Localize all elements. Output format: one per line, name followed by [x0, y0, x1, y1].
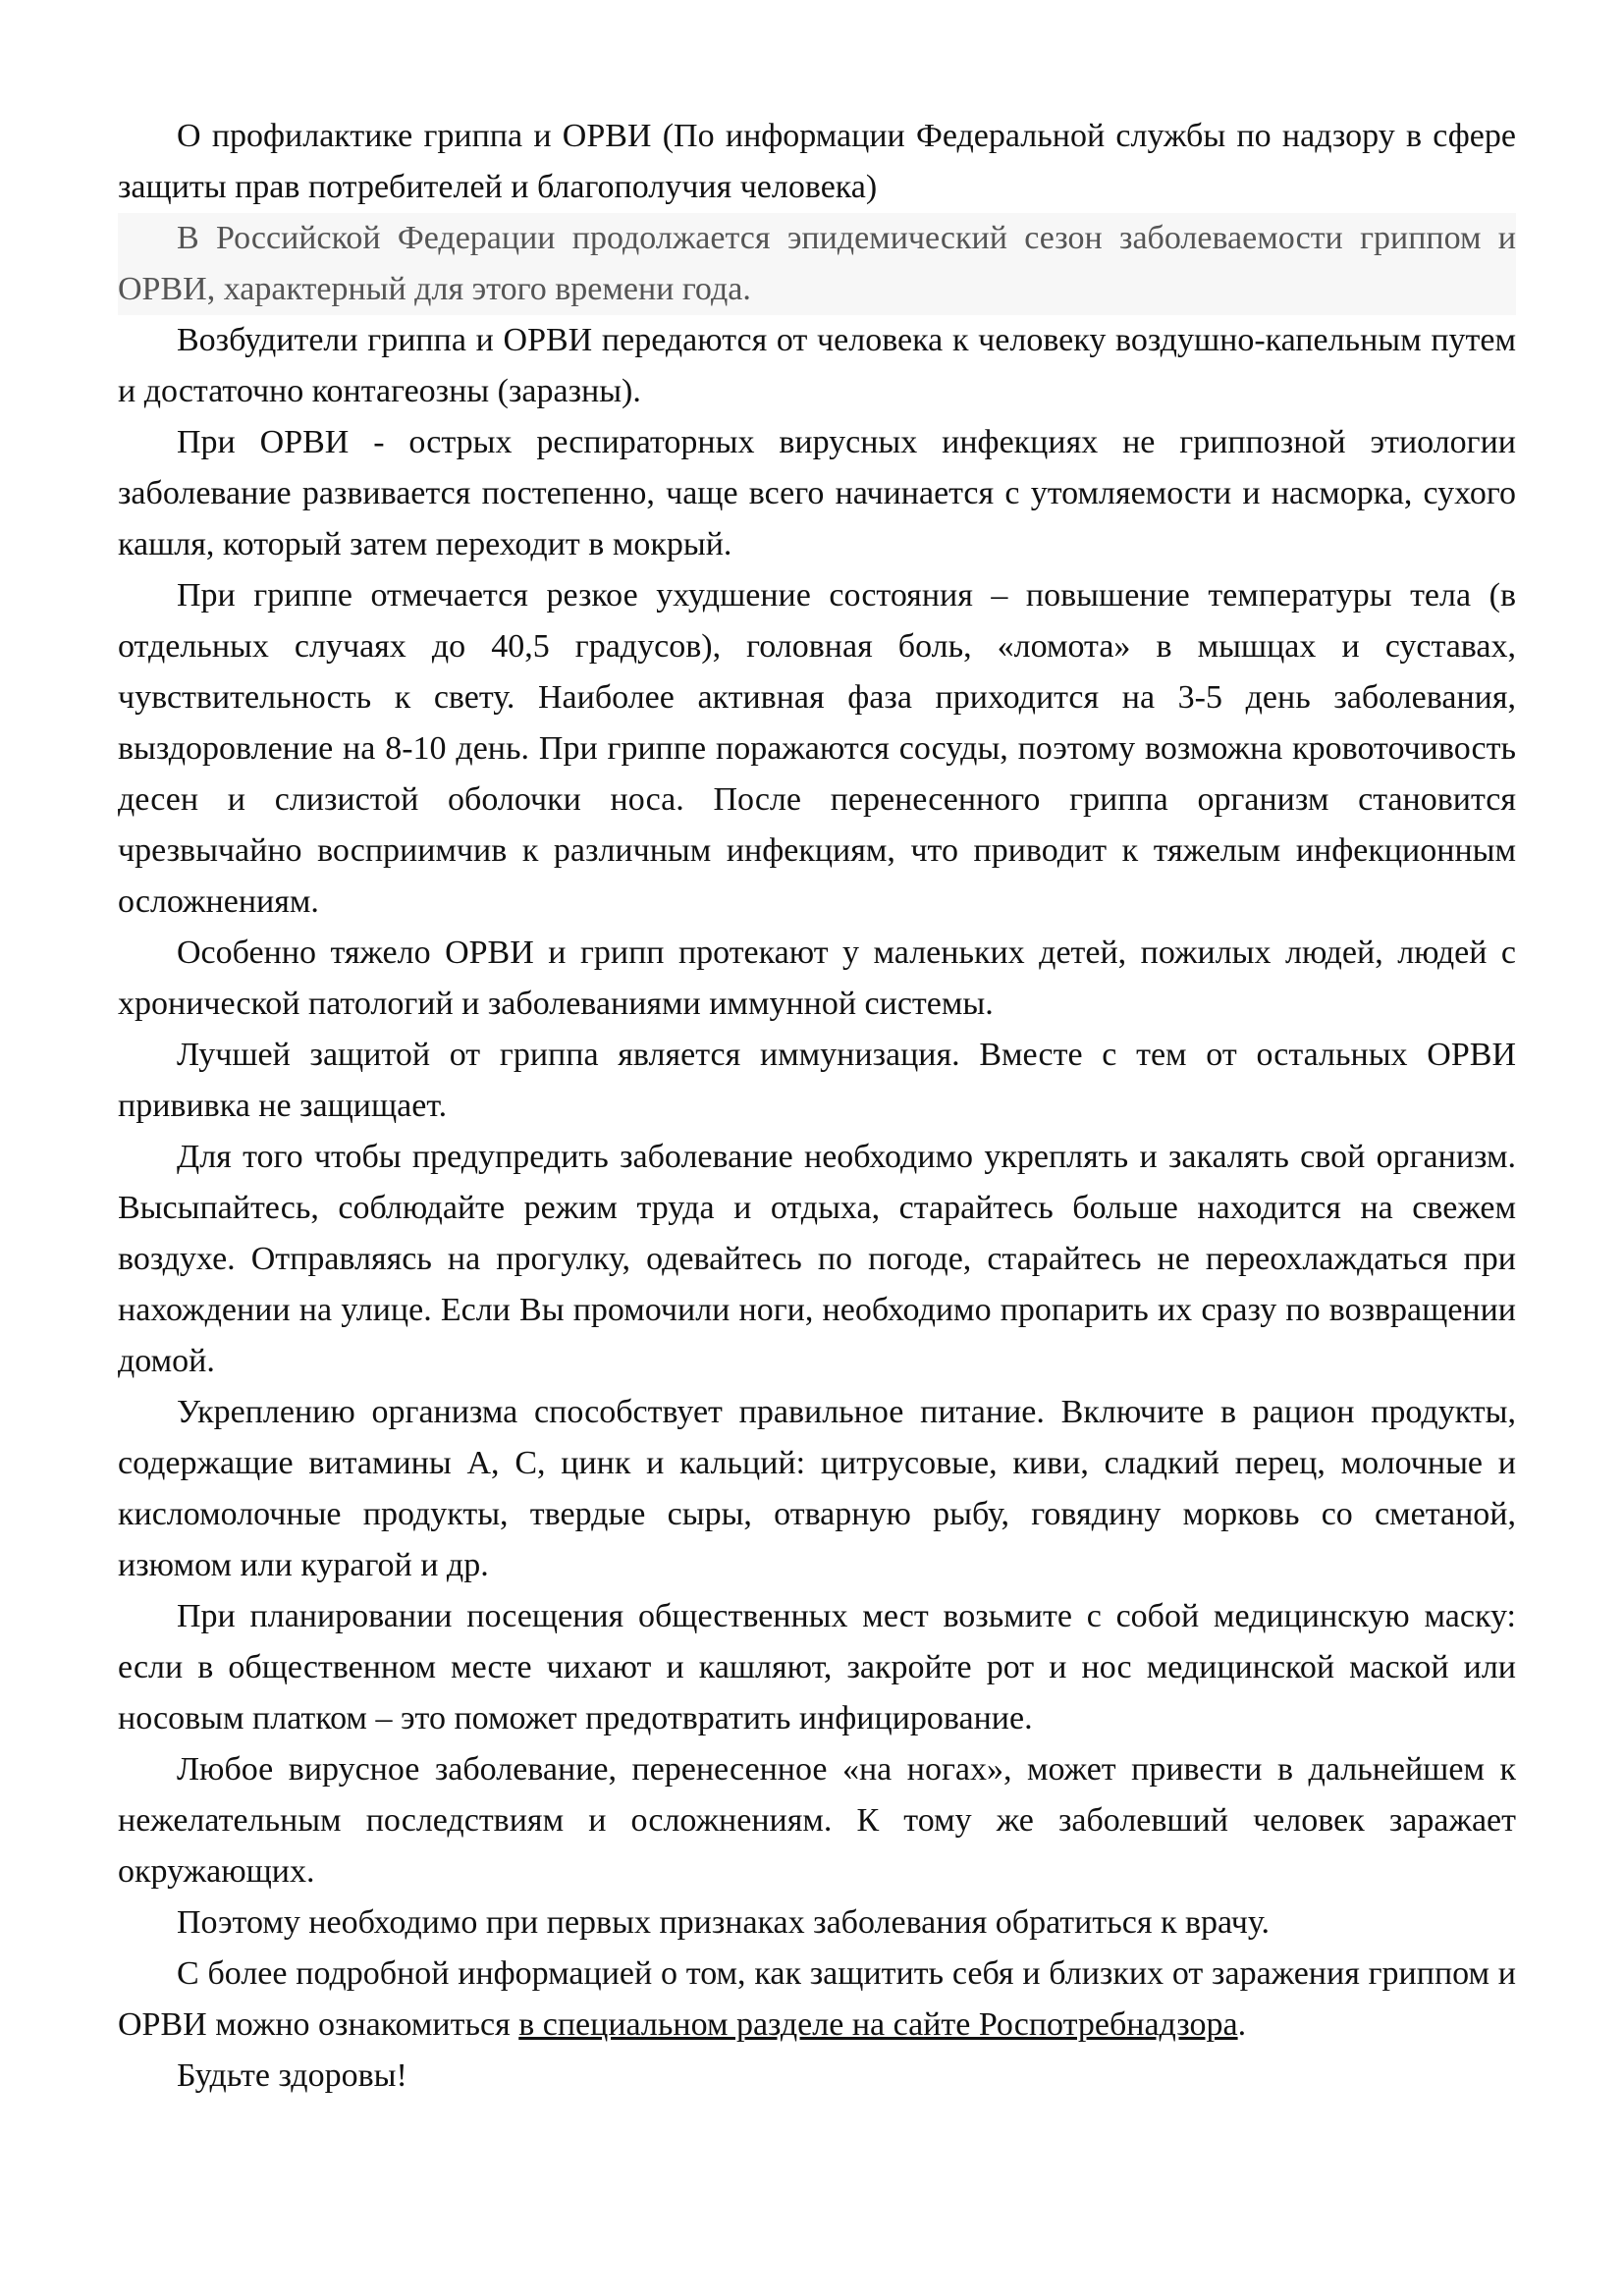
document-title: О профилактике гриппа и ОРВИ (По информации Федеральной службы по надзору в сфере защиты прав потребителей и благополучия человека) — [118, 118, 1516, 205]
more-info-text: С более подробной информацией о том, как защитить себя и близких от заражения гриппом и ОРВИ можно ознакомиться — [118, 1955, 1516, 2043]
paragraph-immunization: Лучшей защитой от гриппа является иммунизация. Вместе с тем от остальных ОРВИ прививка не защищает. — [118, 1037, 1516, 1124]
more-info-text-end: . — [1237, 2006, 1247, 2043]
rospotrebnadzor-link[interactable]: в специальном разделе на сайте Роспотребнадзора — [518, 2006, 1238, 2043]
paragraph-risk-groups: Особенно тяжело ОРВИ и грипп протекают у маленьких детей, пожилых людей, людей с хронической патологий и заболеваниями иммунной системы. — [118, 934, 1516, 1022]
paragraph-complications: Любое вирусное заболевание, перенесенное «на ногах», может привести в дальнейшем к нежелательным последствиям и осложнениям. К тому же заболевший человек заражает окружающих. — [118, 1751, 1516, 1890]
closing-line: Будьте здоровы! — [177, 2057, 407, 2094]
paragraph-flu-symptoms: При гриппе отмечается резкое ухудшение состояния – повышение температуры тела (в отдельных случаях до 40,5 градусов), головная боль, «ломота» в мышцах и суставах, чувствительность к свету. Наиболее активная фаза приходится на 3-5 день заболевания, выздоровление на 8-10 день. При гриппе поражаются сосуды, поэтому возможна кровоточивость десен и слизистой оболочки носа. После перенесенного гриппа организм становится чрезвычайно восприимчив к различным инфекциям, что приводит к тяжелым инфекционным осложнениям. — [118, 577, 1516, 920]
paragraph-nutrition: Укреплению организма способствует правильное питание. Включите в рацион продукты, содержащие витамины А, С, цинк и кальций: цитрусовые, киви, сладкий перец, молочные и кисломолочные продукты, твердые сыры, отварную рыбу, говядину морковь со сметаной, изюмом или курагой и др. — [118, 1394, 1516, 1583]
paragraph-prevention: Для того чтобы предупредить заболевание необходимо укреплять и закалять свой организм. Высыпайтесь, соблюдайте режим труда и отдыха, старайтесь больше находится на свежем воздухе. Отправляясь на прогулку, одевайтесь по погоде, старайтесь не переохлаждаться при нахождении на улице. Если Вы промочили ноги, необходимо пропарить их сразу по возвращении домой. — [118, 1139, 1516, 1379]
paragraph-epidemic-season: В Российской Федерации продолжается эпидемический сезон заболеваемости гриппом и ОРВИ, характерный для этого времени года. — [118, 213, 1516, 315]
document-page — [118, 111, 1516, 2102]
paragraph-transmission: Возбудители гриппа и ОРВИ передаются от человека к человеку воздушно-капельным путем и достаточно контагеозны (заразны). — [118, 322, 1516, 409]
paragraph-more-info — [118, 1949, 1516, 2051]
paragraph-orvi-symptoms: При ОРВИ - острых респираторных вирусных инфекциях не гриппозной этиологии заболевание развивается постепенно, чаще всего начинается с утомляемости и насморка, сухого кашля, который затем переходит в мокрый. — [118, 424, 1516, 562]
paragraph-see-doctor: Поэтому необходимо при первых признаках заболевания обратиться к врачу. — [177, 1904, 1270, 1941]
paragraph-mask: При планировании посещения общественных мест возьмите с собой медицинскую маску: если в общественном месте чихают и кашляют, закройте рот и нос медицинской маской или носовым платком – это поможет предотвратить инфицирование. — [118, 1598, 1516, 1736]
